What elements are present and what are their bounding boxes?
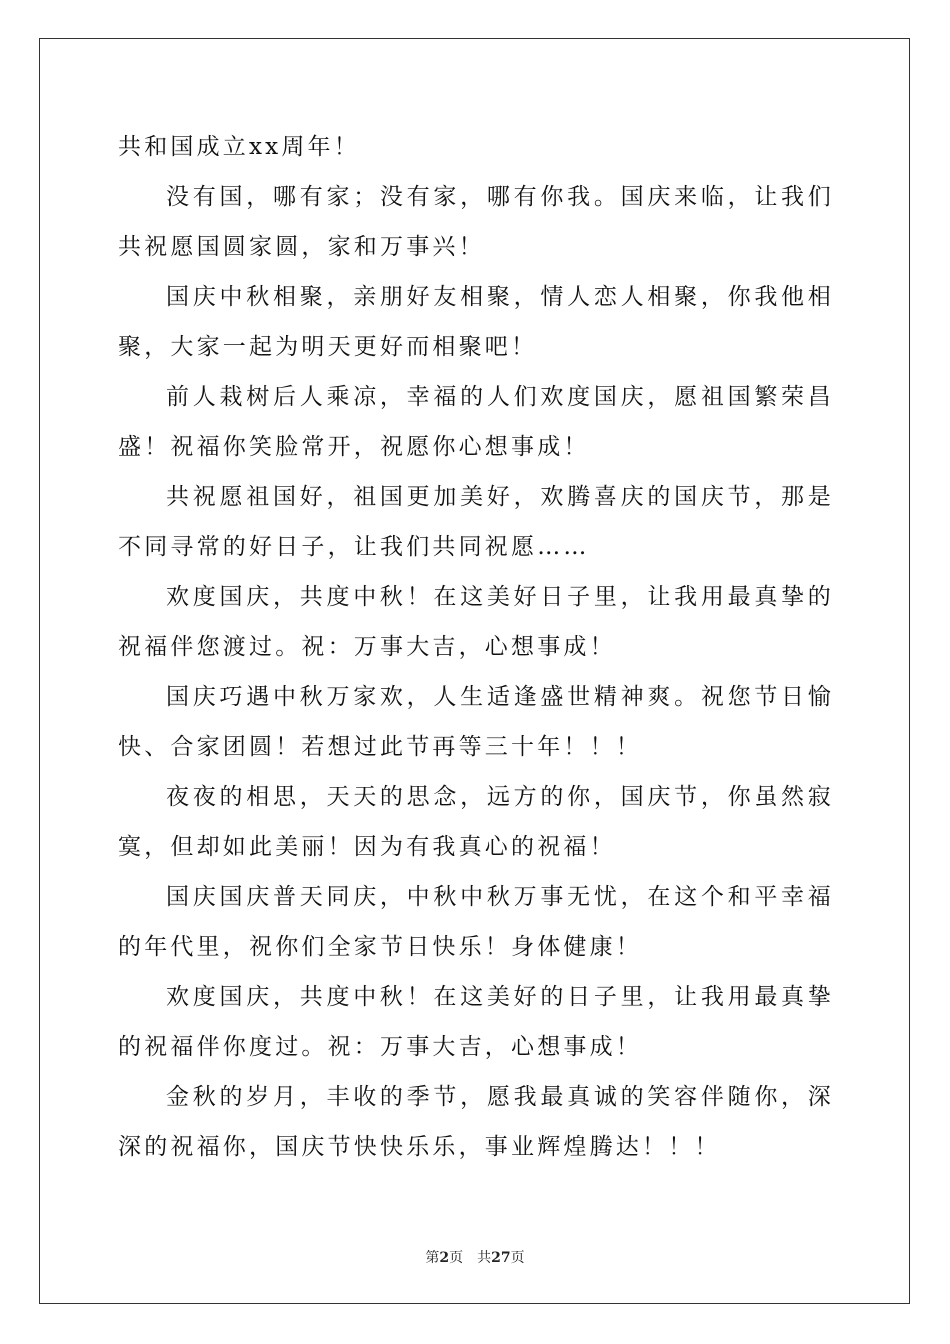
page-prefix: 第: [425, 1250, 440, 1266]
paragraph-11: 金秋的岁月，丰收的季节，愿我最真诚的笑容伴随你，深深的祝福你，国庆节快快乐乐，事业辉煌腾达！！！: [118, 1084, 834, 1160]
paragraph-2: 没有国，哪有家；没有家，哪有你我。国庆来临，让我们共祝愿国圆家圆，家和万事兴！: [118, 184, 834, 260]
paragraph-1: 共和国成立xx周年！: [118, 134, 360, 160]
paragraph-8: 夜夜的相思，天天的思念，远方的你，国庆节，你虽然寂寞，但却如此美丽！因为有我真心的祝福！: [118, 784, 834, 860]
paragraph-6: 欢度国庆，共度中秋！在这美好日子里，让我用最真挚的祝福伴您渡过。祝：万事大吉，心想事成！: [118, 584, 834, 660]
paragraph-10: 欢度国庆，共度中秋！在这美好的日子里，让我用最真挚的祝福伴你度过。祝：万事大吉，心想事成！: [118, 984, 834, 1060]
paragraph-4: 前人栽树后人乘凉，幸福的人们欢度国庆，愿祖国繁荣昌盛！祝福你笑脸常开，祝愿你心想事成！: [118, 384, 834, 460]
total-pages: 27: [491, 1250, 511, 1266]
paragraph-9: 国庆国庆普天同庆，中秋中秋万事无忧，在这个和平幸福的年代里，祝你们全家节日快乐！身体健康！: [118, 884, 834, 960]
document-body: [118, 122, 834, 1172]
total-suffix: 页: [510, 1250, 525, 1266]
paragraph-3: 国庆中秋相聚，亲朋好友相聚，情人恋人相聚，你我他相聚，大家一起为明天更好而相聚吧！: [118, 284, 834, 360]
paragraph-7: 国庆巧遇中秋万家欢，人生适逢盛世精神爽。祝您节日愉快、合家团圆！若想过此节再等三十年！！！: [118, 684, 834, 760]
paragraph-5: 共祝愿祖国好，祖国更加美好，欢腾喜庆的国庆节，那是不同寻常的好日子，让我们共同祝愿……: [118, 484, 834, 560]
total-prefix: 共: [477, 1250, 492, 1266]
page-suffix: 页: [449, 1250, 464, 1266]
page-footer: [0, 1247, 950, 1267]
page-number: 2: [439, 1250, 450, 1266]
